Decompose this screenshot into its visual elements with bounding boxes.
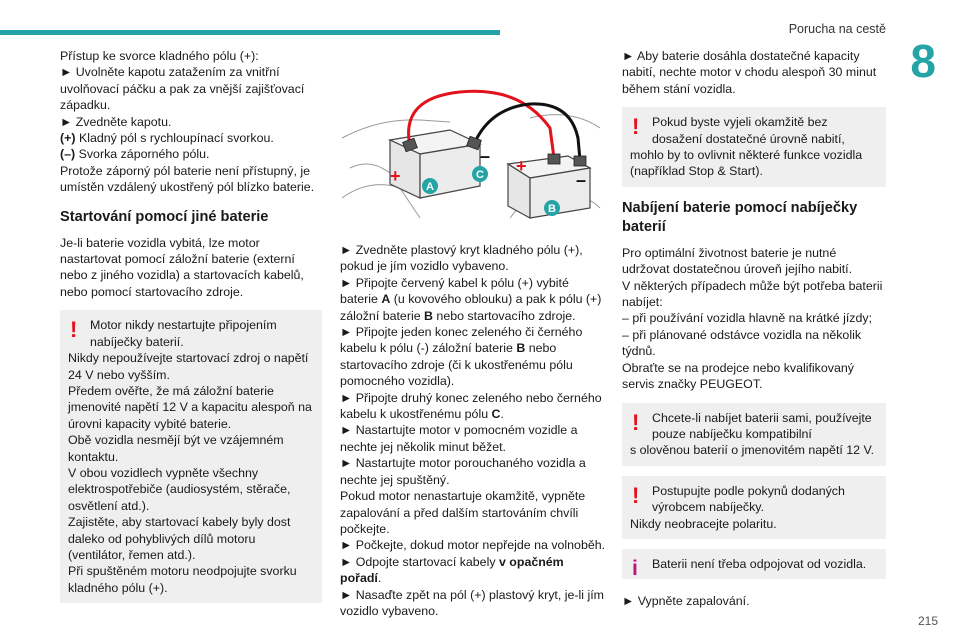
column-left	[60, 48, 322, 613]
label-b: B	[548, 203, 556, 215]
text-paragraph: Je-li baterie vozidla vybitá, lze motor nastartovat pomocí záložní baterie (externí nebo z jiného vozidla) a startovacích kabelů, nebo pomocí startovacího zdroje.	[60, 235, 304, 299]
warning-icon: !	[632, 114, 640, 140]
page-number: 215	[917, 614, 938, 628]
note-line: mohlo by to ovlivnit některé funkce vozidla (například Stop & Start).	[630, 148, 863, 179]
text-line: ► Zvedněte kapotu.	[60, 114, 172, 129]
text-line: Protože záporný pól baterie není přístupný, je umístěn vzdálený ukostřený pól blízko baterie.	[60, 163, 315, 195]
warning-note	[60, 310, 322, 603]
note-line: V obou vozidlech vypněte všechny elektrospotřebiče (audiosystém, stěrače, osvětlení atd.).	[68, 465, 291, 513]
note-line: s olověnou baterií o jmenovitém napětí 12 V.	[630, 443, 875, 458]
chapter-title: Porucha na cestě	[788, 22, 886, 36]
plus-marker-b: +	[516, 156, 527, 176]
text-line: ► Uvolněte kapotu zatažením za vnitřní uvolňovací páčku a pak za vnější zajišťovací západku.	[60, 65, 305, 113]
warning-note	[622, 107, 886, 187]
section-heading-jump-start: Startování pomocí jiné baterie	[60, 208, 269, 225]
plus-marker-a: +	[390, 166, 401, 186]
note-line: Zajistěte, aby startovací kabely byly dost daleko od pohyblivých dílů motoru (ventilátor, řemen atd.).	[68, 515, 291, 562]
minus-desc: Svorka záporného pólu.	[75, 147, 210, 162]
warning-icon: !	[70, 317, 78, 343]
text-line: Přístup ke svorce kladného pólu (+):	[60, 49, 259, 63]
info-note	[622, 549, 886, 579]
note-line: Předem ověřte, že má záložní baterie jmenovité napětí 12 V a kapacitu alespoň na úrovni kapacity vybité baterie.	[68, 383, 312, 431]
note-first-line: Motor nikdy nestartujte připojením nabíječky baterií.	[90, 318, 277, 349]
step-line: ► Nastartujte motor porouchaného vozidla a nechte jej spuštěný.	[340, 456, 586, 487]
warning-icon: !	[632, 482, 640, 508]
section-heading-charging: Nabíjení baterie pomocí nabíječky baterií	[622, 199, 858, 235]
note-line: Nikdy nepoužívejte startovací zdroj o napětí 24 V nebo vyšším.	[68, 351, 309, 382]
text-line: – při plánované odstávce vozidla na několik týdnů.	[622, 327, 862, 359]
label-a: A	[426, 181, 434, 193]
minus-symbol: (–)	[60, 147, 76, 162]
plus-desc: Kladný pól s rychloupínací svorkou.	[75, 131, 274, 146]
warning-icon: !	[632, 409, 640, 435]
step-line: ► Připojte druhý konec zeleného nebo černého kabelu k ukostřenému pólu C.	[340, 390, 602, 422]
step-line: ► Připojte červený kabel k pólu (+) vybité baterie A (u kovového oblouku) a pak k pólu (+) záložní baterie B nebo startovacího zdroje.	[340, 275, 602, 323]
minus-marker-c: –	[480, 146, 491, 166]
text-line: Pro optimální životnost baterie je nutné udržovat dostatečnou úroveň jejího nabití.	[622, 245, 853, 277]
warning-note	[622, 476, 886, 539]
text-paragraph: ► Aby baterie dosáhla dostatečné kapacity nabití, nechte motor v chodu alespoň 30 minut během stání vozidla.	[622, 49, 877, 96]
text-line	[60, 130, 322, 146]
step-line: Pokud motor nenastartuje okamžitě, vypněte zapalování a před dalším startováním chvíli počkejte.	[340, 489, 586, 536]
label-c: C	[476, 169, 484, 181]
column-right	[622, 48, 886, 610]
step-line: ► Nasaďte zpět na pól (+) plastový kryt, je-li jím vozidlo vybaveno.	[340, 587, 604, 618]
step-line: ► Odpojte startovací kabely v opačném pořadí.	[340, 554, 564, 586]
note-first-line: Chcete-li nabíjet baterii sami, používejte pouze nabíječku kompatibilní	[652, 410, 872, 441]
column-middle	[340, 48, 608, 619]
text-line: V některých případech může být potřeba baterii nabíjet:	[622, 278, 883, 310]
note-first-line: Pokud byste vyjeli okamžitě bez dosažení dostatečné úrovně nabití,	[652, 115, 845, 146]
chapter-number: 8	[910, 35, 936, 87]
step-line: ► Zvedněte plastový kryt kladného pólu (+), pokud je jím vozidlo vybaveno.	[340, 243, 583, 274]
note-line: Nikdy neobracejte polaritu.	[630, 516, 777, 531]
step-line: ► Vypněte zapalování.	[622, 594, 750, 609]
note-first-line: Baterii není třeba odpojovat od vozidla.	[652, 556, 867, 571]
plus-symbol: (+)	[60, 131, 76, 146]
note-line: Obě vozidla nesmějí být ve vzájemném kontaktu.	[68, 433, 284, 464]
step-line: ► Připojte jeden konec zeleného či černého kabelu k pólu (-) záložní baterie B nebo startovacího zdroje (či k ukostřenému pólu pomocného vozidla).	[340, 325, 583, 389]
info-icon: i	[632, 556, 638, 580]
text-line: – při používání vozidla hlavně na krátké jízdy;	[622, 311, 873, 326]
header-accent-bar	[0, 30, 500, 35]
note-line: Při spuštěném motoru neodpojujte svorku kladného pólu (+).	[68, 564, 297, 595]
text-line: Obraťte se na prodejce nebo kvalifikovaný servis značky PEUGEOT.	[622, 360, 854, 392]
minus-marker-b: –	[576, 170, 587, 190]
jump-start-illustration	[340, 78, 602, 226]
step-line: ► Nastartujte motor v pomocném vozidle a nechte jej několik minut běžet.	[340, 423, 578, 454]
text-line	[60, 146, 322, 162]
note-first-line: Postupujte podle pokynů dodaných výrobcem nabíječky.	[652, 483, 845, 515]
warning-note	[622, 403, 886, 466]
step-line: ► Počkejte, dokud motor nepřejde na volnoběh.	[340, 538, 606, 553]
